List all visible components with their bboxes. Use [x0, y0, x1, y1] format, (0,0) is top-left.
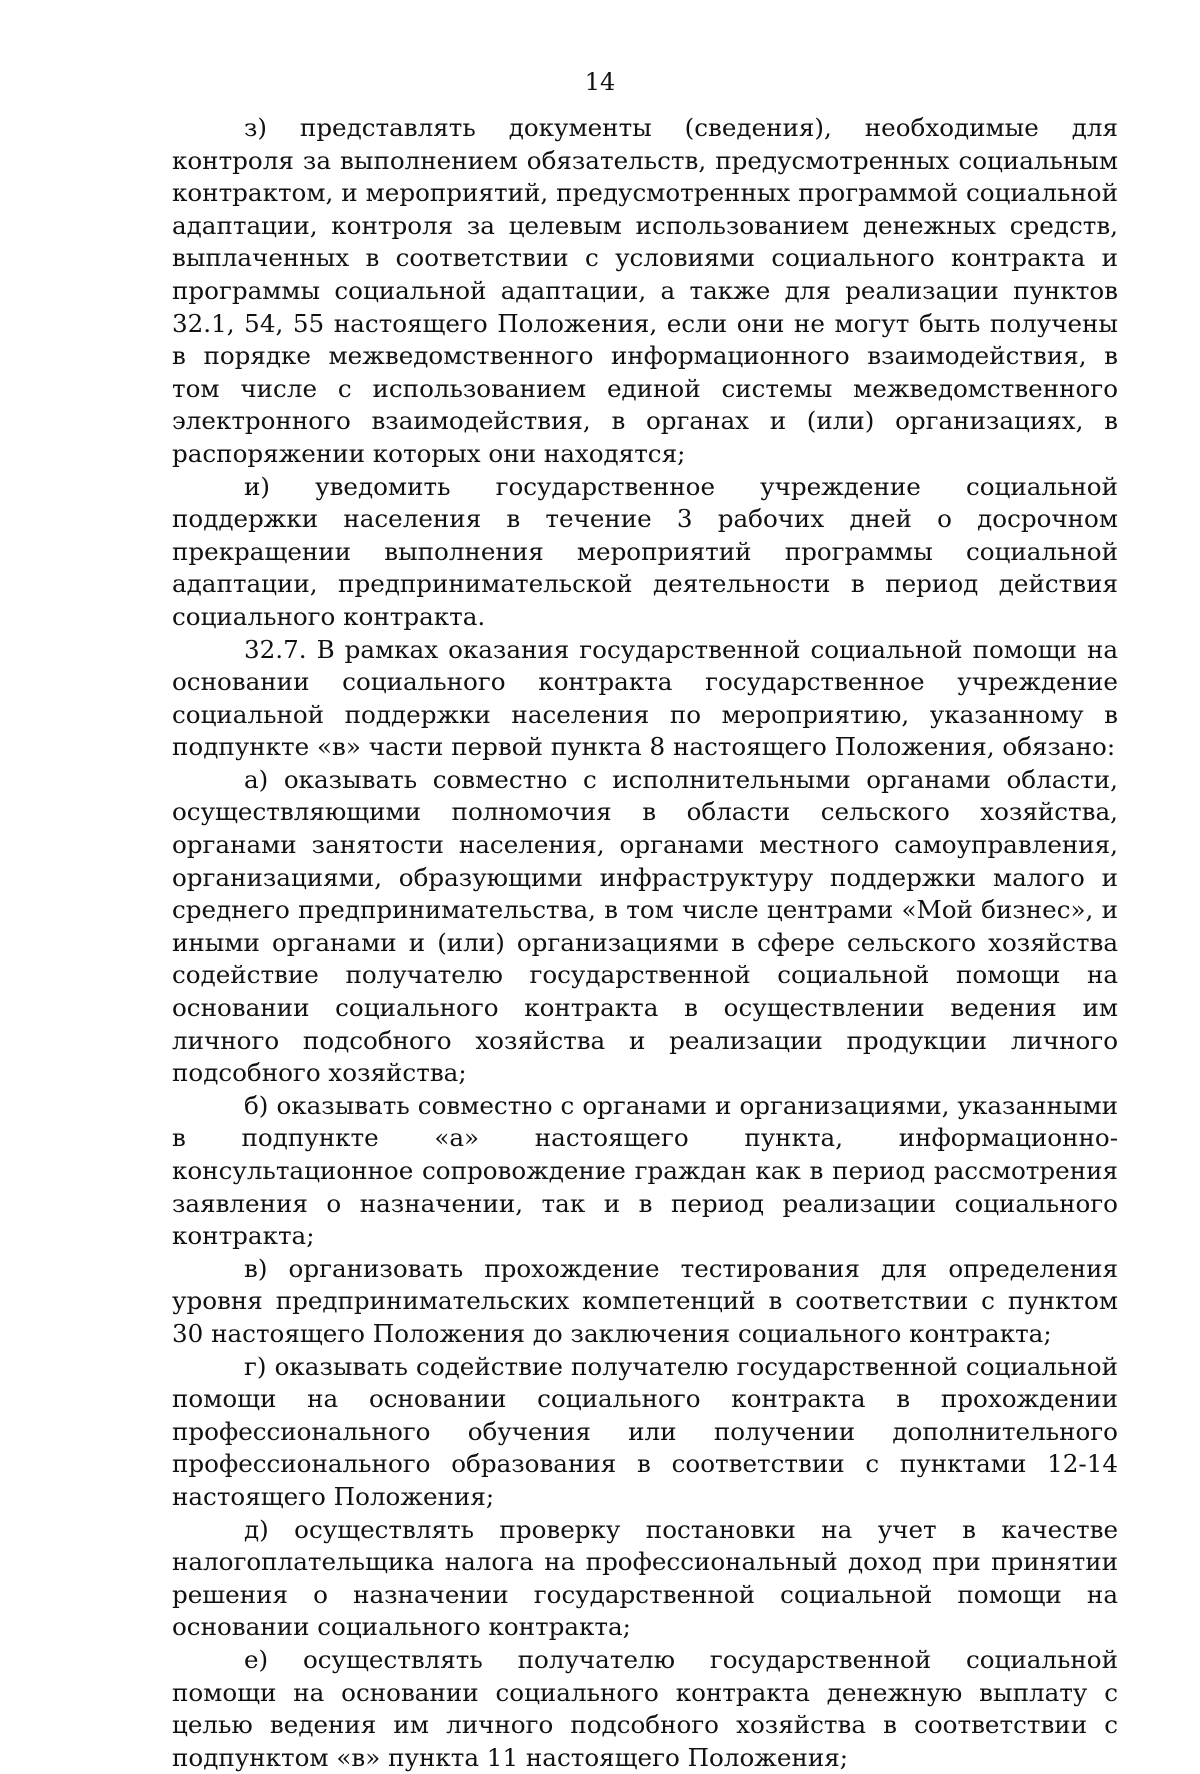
paragraph-subitem-e: е) осуществлять получателю государственной социальной помощи на основании социального контракта денежную выплату с целью ведения им личного подсобного хозяйства в соответствии с подпунктом «в» пункта 11 настоящего Положения; [172, 1644, 1118, 1772]
page-number: 14 [584, 68, 616, 96]
paragraph-subitem-a: а) оказывать совместно с исполнительными органами области, осуществляющими полномочия в области сельского хозяйства, органами занятости населения, органами местного самоуправления, организациями, образующими инфраструктуру поддержки малого и среднего предпринимательства, в том числе центрами «Мой бизнес», и иными органами и (или) организациями в сфере сельского хозяйства содействие получателю государственной социальной помощи на основании социального контракта в осуществлении ведения им личного подсобного хозяйства и реализации продукции личного подсобного хозяйства; [172, 764, 1118, 1088]
paragraph-subitem-d: д) осуществлять проверку постановки на учет в качестве налогоплательщика налога на профессиональный доход при принятии решения о назначении государственной социальной помощи на основании социального контракта; [172, 1514, 1118, 1642]
paragraph-subitem-b: б) оказывать совместно с органами и организациями, указанными в подпункте «а» настоящего пункта, информационно-консультационное сопровождение граждан как в период рассмотрения заявления о назначении, так и в период реализации социального контракта; [172, 1090, 1118, 1251]
paragraph-subitem-g: г) оказывать содействие получателю государственной социальной помощи на основании социального контракта в прохождении профессионального обучения или получении дополнительного профессионального образования в соответствии с пунктами 12-14 настоящего Положения; [172, 1351, 1118, 1511]
paragraph-clause-32-7: 32.7. В рамках оказания государственной социальной помощи на основании социального контракта государственное учреждение социальной поддержки населения по мероприятию, указанному в подпункте «в» части первой пункта 8 настоящего Положения, обязано: [172, 634, 1118, 762]
paragraph-subitem-z: з) представлять документы (сведения), необходимые для контроля за выполнением обязательств, предусмотренных социальным контрактом, и мероприятий, предусмотренных программой социальной адаптации, контроля за целевым использованием денежных средств, выплаченных в соответствии с условиями социального контракта и программы социальной адаптации, а также для реализации пунктов 32.1, 54, 55 настоящего Положения, если они не могут быть получены в порядке межведомственного информационного взаимодействия, в том числе с использованием единой системы межведомственного электронного взаимодействия, в органах и (или) организациях, в распоряжении которых они находятся; [172, 113, 1118, 468]
paragraph-subitem-i: и) уведомить государственное учреждение социальной поддержки населения в течение 3 рабочих дней о досрочном прекращении выполнения мероприятий программы социальной адаптации, предпринимательской деятельности в период действия социального контракта. [172, 471, 1118, 631]
document-body [172, 112, 1118, 1774]
paragraph-subitem-v: в) организовать прохождение тестирования для определения уровня предпринимательских компетенций в соответствии с пунктом 30 настоящего Положения до заключения социального контракта; [172, 1253, 1118, 1348]
